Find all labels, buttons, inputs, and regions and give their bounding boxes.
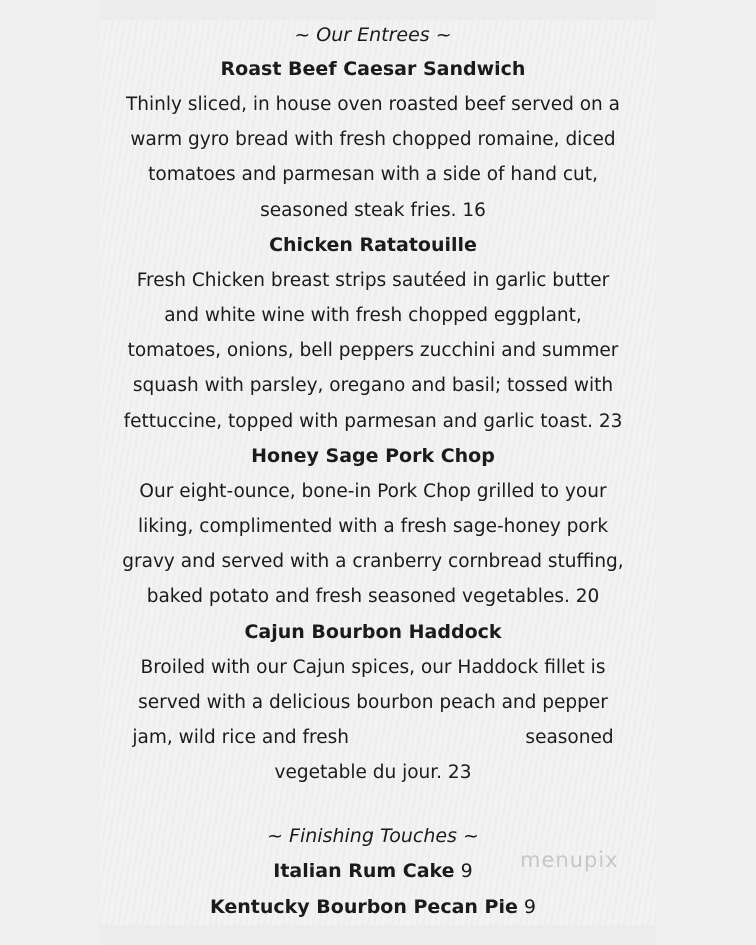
item-description: [110, 650, 636, 791]
menu-item-pork-chop: [110, 439, 636, 615]
desc-line: Fresh Chicken breast strips sautéed in garlic butter: [136, 269, 610, 291]
item-description: [110, 87, 636, 228]
desc-line: tomatoes, onions, bell peppers zucchini and summer: [127, 340, 619, 362]
watermark-logo: menupix: [520, 848, 619, 872]
item-name: Chicken Ratatouille: [269, 233, 477, 256]
desc-line: liking, complimented with a fresh sage-honey pork: [137, 516, 609, 538]
item-description: [110, 474, 636, 615]
desc-line: gravy and served with a cranberry cornbread stuffing,: [122, 551, 624, 573]
section-spacer: [110, 790, 636, 819]
dessert-name: Italian Rum Cake: [273, 860, 455, 883]
menu-content: [110, 18, 636, 925]
desc-line: squash with parsley, oregano and basil; tossed with: [132, 375, 614, 397]
desc-line: and white wine with fresh chopped eggplant,: [164, 305, 582, 327]
dessert-item-pecan-pie: [110, 889, 636, 925]
desc-line: seasoned steak fries. 16: [260, 199, 486, 221]
dessert-name: Kentucky Bourbon Pecan Pie: [209, 896, 518, 919]
item-name: Cajun Bourbon Haddock: [244, 620, 502, 643]
menu-item-roast-beef: [110, 52, 636, 228]
desc-line: tomatoes and parmesan with a side of hand cut,: [148, 164, 598, 186]
dessert-price: 9: [523, 896, 537, 919]
desc-line: baked potato and fresh seasoned vegetables. 20: [146, 586, 600, 608]
item-name: Honey Sage Pork Chop: [251, 444, 495, 467]
finishing-heading: ~ Finishing Touches ~: [267, 825, 479, 848]
item-name: Roast Beef Caesar Sandwich: [220, 58, 526, 80]
page-margin-left: [0, 0, 100, 945]
desc-line: jam, wild rice and fresh seasoned: [132, 727, 614, 749]
desc-line: Broiled with our Cajun spices, our Haddock fillet is: [140, 656, 606, 678]
menu-item-chicken-ratatouille: [110, 228, 636, 439]
desc-line: Thinly sliced, in house oven roasted beef served on a: [126, 94, 620, 115]
page-margin-right: [656, 0, 756, 945]
entrees-heading: ~ Our Entrees ~: [294, 24, 452, 46]
desc-line: served with a delicious bourbon peach and pepper: [138, 691, 608, 713]
desc-line: fettuccine, topped with parmesan and garlic toast. 23: [123, 410, 623, 432]
desc-line: vegetable du jour. 23: [274, 762, 472, 784]
menu-item-cajun-haddock: [110, 615, 636, 791]
dessert-price: 9: [460, 860, 473, 883]
desc-line: warm gyro bread with fresh chopped romaine, diced: [130, 129, 616, 151]
desc-line: Our eight-ounce, bone-in Pork Chop grilled to your: [139, 480, 607, 502]
item-description: [110, 263, 636, 439]
